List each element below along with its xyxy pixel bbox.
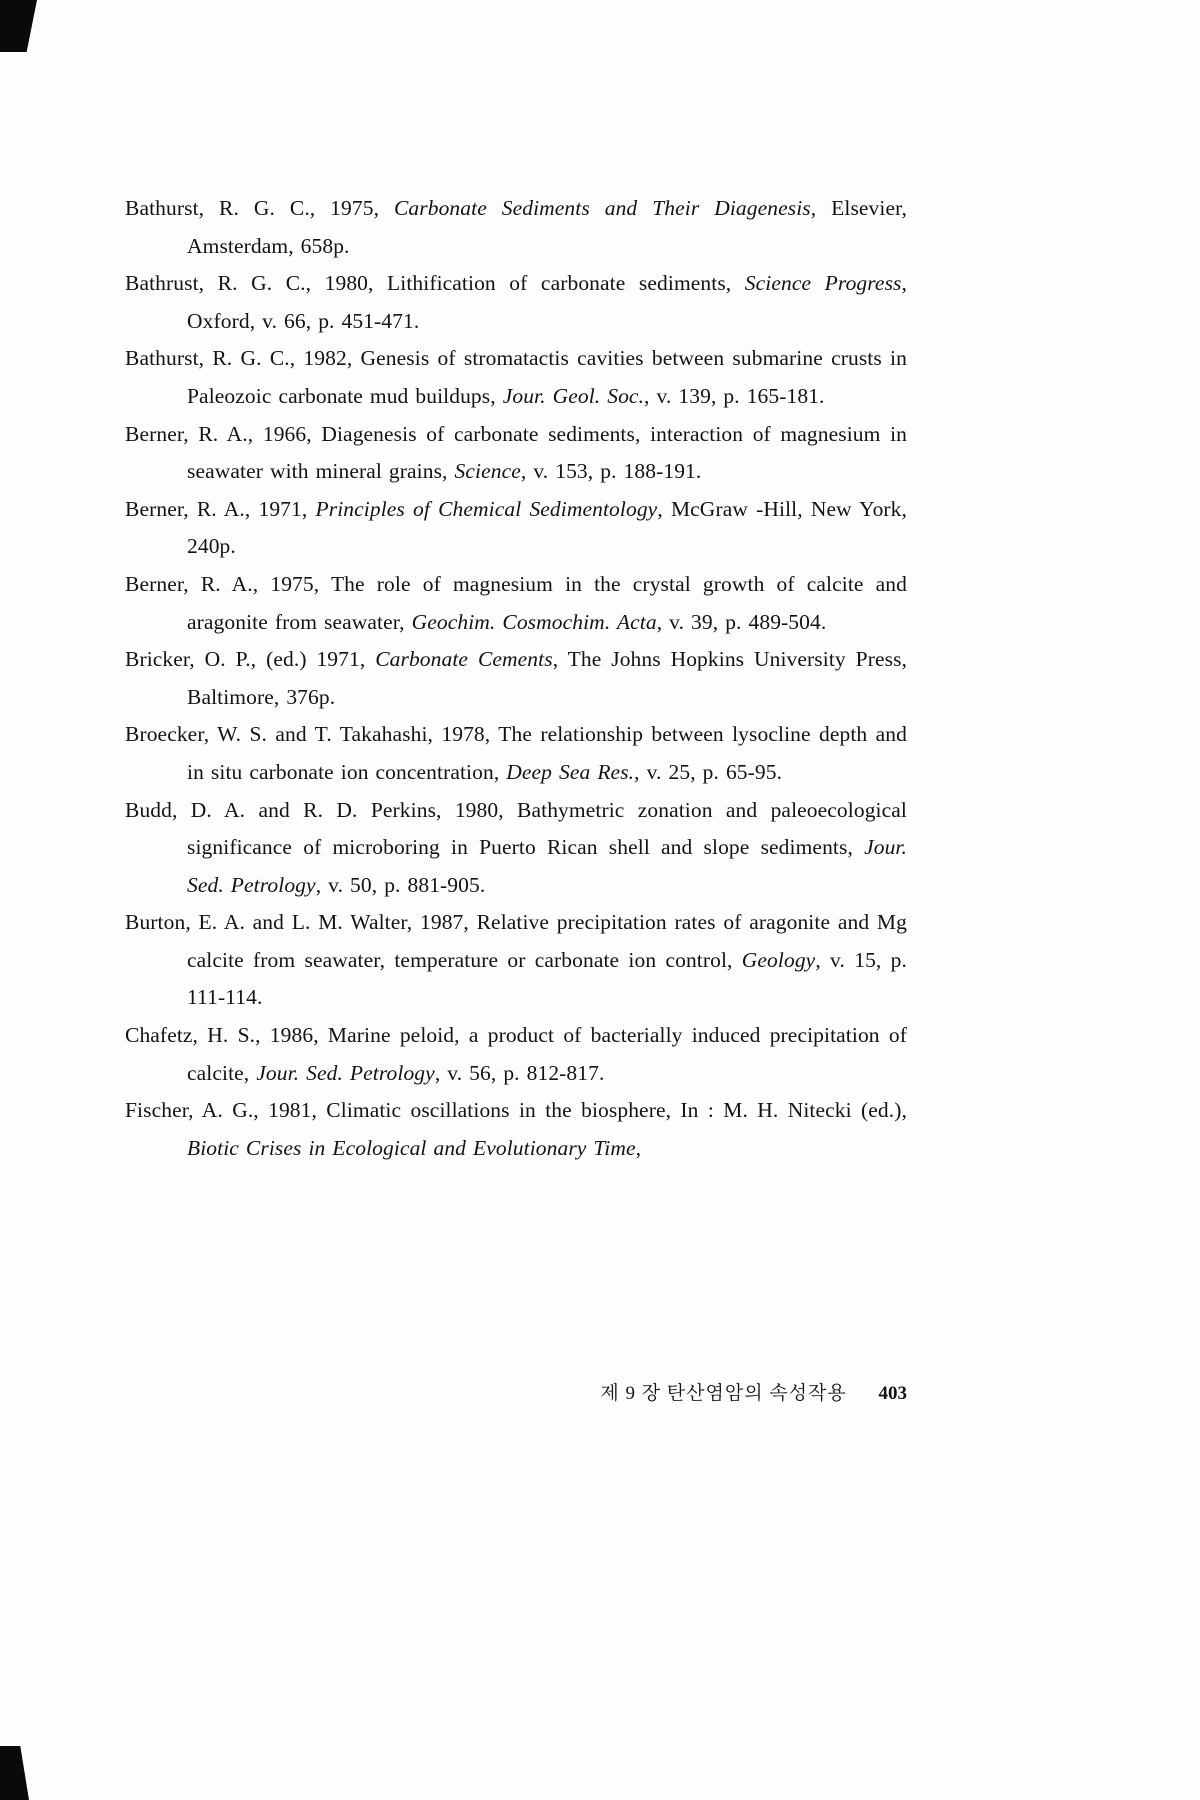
reference-entry — [125, 904, 907, 1017]
reference-text-run: Berner, R. A., 1966, Diagenesis of carbonate sediments, interaction of magnesium in seawater with mineral grains, — [125, 421, 907, 484]
reference-text-run: , v. 50, p. 881-905. — [315, 872, 486, 897]
page-number: 403 — [878, 1383, 907, 1404]
reference-text-run: , The Johns Hopkins University Press, Baltimore, 376p. — [187, 647, 908, 709]
reference-text-run: , — [635, 1135, 642, 1160]
reference-text-run: Bathurst, R. G. C., 1982, Genesis of stromatactis cavities between submarine crusts in Paleozoic carbonate mud buildups, — [125, 346, 907, 408]
reference-text-run: Fischer, A. G., 1981, Climatic oscillations in the biosphere, In : M. H. Nitecki (ed.), — [125, 1098, 907, 1123]
reference-text-run: , v. 25, p. 65-95. — [634, 759, 783, 784]
reference-text-run: , McGraw -Hill, New York, 240p. — [187, 496, 908, 559]
reference-entry — [125, 190, 907, 265]
reference-title-run: Principles of Chemical Sedimentology — [315, 496, 658, 521]
reference-entry — [125, 491, 907, 566]
scan-artifact-bottom-left — [0, 1746, 29, 1800]
reference-text-run: Bricker, O. P., (ed.) 1971, — [125, 647, 376, 672]
reference-title-run: Jour. Sed. Petrology — [256, 1060, 435, 1085]
reference-text-run: , Elsevier, Amsterdam, 658p. — [187, 196, 907, 258]
reference-title-run: Geochim. Cosmochim. Acta — [411, 609, 657, 634]
reference-title-run: Science Progress — [744, 271, 902, 296]
reference-text-run: Berner, R. A., 1971, — [125, 496, 316, 521]
reference-entry — [125, 792, 907, 905]
reference-entry — [125, 641, 907, 716]
reference-title-run: Deep Sea Res. — [506, 759, 635, 784]
reference-entry — [125, 1092, 907, 1167]
reference-title-run: Carbonate Sediments and Their Diagenesis — [393, 196, 811, 220]
reference-text-run: , v. 153, p. 188-191. — [520, 459, 702, 484]
reference-text-run: Bathrust, R. G. C., 1980, Lithification of carbonate sediments, — [125, 271, 745, 296]
reference-text-run: Burton, E. A. and L. M. Walter, 1987, Relative precipitation rates of aragonite and Mg calcite from seawater, temperature or carbonate ion control, — [125, 910, 907, 972]
reference-text-run: Broecker, W. S. and T. Takahashi, 1978, The relationship between lysocline depth and in situ carbonate ion concentration, — [125, 722, 907, 784]
reference-entry — [125, 566, 907, 641]
reference-entry — [125, 416, 907, 491]
reference-text-run: , Oxford, v. 66, p. 451-471. — [187, 271, 907, 333]
reference-title-run: Science — [454, 459, 521, 484]
reference-text-run: Bathurst, R. G. C., 1975, — [125, 196, 394, 220]
reference-title-run: Jour. Geol. Soc. — [502, 383, 645, 408]
reference-entry — [125, 716, 907, 791]
reference-title-run: Biotic Crises in Ecological and Evolutionary Time — [187, 1135, 636, 1160]
reference-text-run: , v. 56, p. 812-817. — [434, 1060, 605, 1085]
reference-text-run: Chafetz, H. S., 1986, Marine peloid, a product of bacterially induced precipitation of calcite, — [125, 1023, 907, 1085]
reference-entry — [125, 1017, 907, 1092]
reference-title-run: Geology — [741, 947, 816, 972]
reference-entry — [125, 265, 907, 340]
reference-text-run: , v. 39, p. 489-504. — [656, 609, 827, 634]
reference-entry — [125, 340, 907, 415]
reference-text-run: , v. 15, p. 111-114. — [187, 947, 907, 1010]
reference-list — [125, 190, 907, 1167]
page-footer — [125, 1378, 907, 1405]
reference-text-run: Berner, R. A., 1975, The role of magnesium in the crystal growth of calcite and aragonite from seawater, — [125, 571, 907, 634]
reference-title-run: Carbonate Cements — [375, 647, 553, 672]
reference-text-run: , v. 139, p. 165-181. — [644, 383, 825, 408]
reference-title-run: Jour. Sed. Petrology — [187, 835, 907, 897]
scan-artifact-top-left — [0, 0, 37, 52]
reference-text-run: Budd, D. A. and R. D. Perkins, 1980, Bathymetric zonation and paleoecological significance of microboring in Puerto Rican shell and slope sediments, — [125, 797, 907, 860]
chapter-title: 제 9 장 탄산염암의 속성작용 — [600, 1383, 847, 1404]
